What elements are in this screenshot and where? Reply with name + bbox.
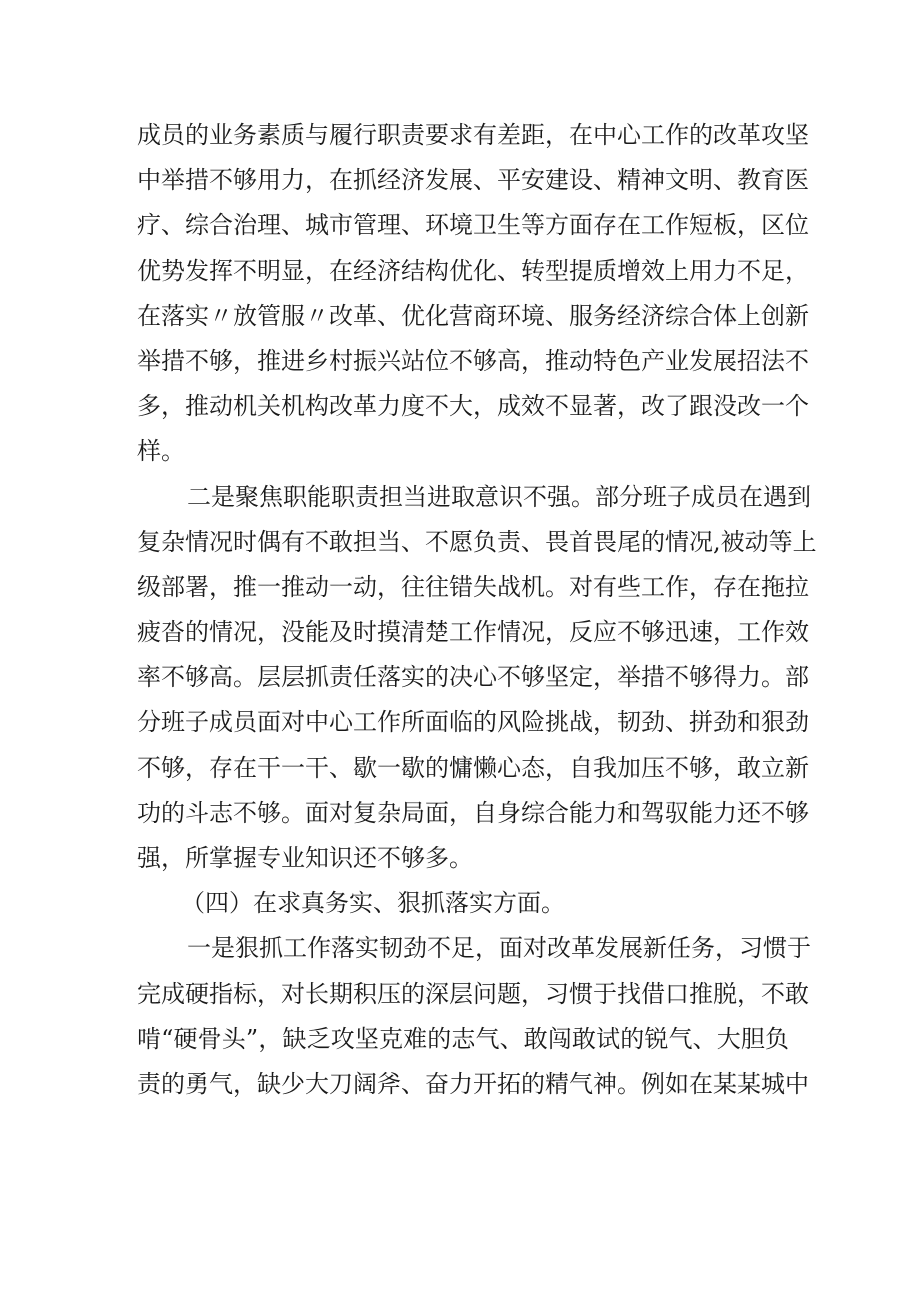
text-line: 举 措 不 够 ， 推 进 乡 村 振 兴 站 位 不 够 高 ， 推 动 特 色 产 业 发 展 招 法 不 <box>137 346 809 375</box>
text-line: 功 的 斗 志 不 够 。 面 对 复 杂 局 面 ， 自 身 综 合 能 力 和 驾 驭 能 力 还 不 够 <box>137 798 809 827</box>
text-line: 样。 <box>137 437 185 466</box>
section-heading: （四）在求真务实、狠抓落实方面。 <box>181 889 565 918</box>
text-line: 啃 “ 硬 骨 头 ” ， 缺 乏 攻 坚 克 难 的 志 气 、 敢 闯 敢 试 的 锐 气 、 大 胆 负 <box>137 1024 789 1053</box>
text-line: 中 举 措 不 够 用 力 ， 在 抓 经 济 发 展 、 平 安 建 设 、 精 神 文 明 、 教 育 医 <box>137 166 809 195</box>
text-line: 责 的 勇 气 ， 缺 少 大 刀 阔 斧 、 奋 力 开 拓 的 精 气 神 。 例 如 在 某 某 城 中 <box>137 1069 809 1098</box>
text-line: 率 不 够 高 。 层 层 抓 责 任 落 实 的 决 心 不 够 坚 定 ， 举 措 不 够 得 力 。 部 <box>137 663 809 692</box>
text-line: 复 杂 情 况 时 偶 有 不 敢 担 当 、 不 愿 负 责 、 畏 首 畏 尾 的 情 况 , 被 动 等 上 <box>137 527 817 556</box>
text-line: 不 够 ， 存 在 干 一 干 、 歇 一 歇 的 慵 懒 心 态 ， 自 我 加 压 不 够 ， 敢 立 新 <box>137 753 809 782</box>
text-line: 在 落 实 〃 放 管 服 〃 改 革 、 优 化 营 商 环 境 、 服 务 经 济 综 合 体 上 创 新 <box>137 301 809 330</box>
text-line: 二 是 聚 焦 职 能 职 责 担 当 进 取 意 识 不 强 。 部 分 班 子 成 员 在 遇 到 <box>187 482 811 511</box>
text-line: 级 部 署 ， 推 一 推 动 一 动 ， 往 往 错 失 战 机 。 对 有 些 工 作 ， 存 在 拖 拉 <box>137 572 809 601</box>
text-line: 成 员 的 业 务 素 质 与 履 行 职 责 要 求 有 差 距 ， 在 中 心 工 作 的 改 革 攻 坚 <box>137 121 809 149</box>
text-line: 优 势 发 挥 不 明 显 ， 在 经 济 结 构 优 化 、 转 型 提 质 增 效 上 用 力 不 足 ， <box>137 256 809 285</box>
text-line: 完 成 硬 指 标 ， 对 长 期 积 压 的 深 层 问 题 ， 习 惯 于 找 借 口 推 脱 ， 不 敢 <box>137 979 809 1008</box>
text-line: 一 是 狠 抓 工 作 落 实 韧 劲 不 足 ， 面 对 改 革 发 展 新 任 务 ， 习 惯 于 <box>187 934 811 963</box>
text-line: 疗 、 综 合 治 理 、 城 市 管 理 、 环 境 卫 生 等 方 面 存 在 工 作 短 板 ， 区 位 <box>137 211 809 240</box>
document-body <box>137 113 817 1107</box>
text-line: 疲 沓 的 情 况 ， 没 能 及 时 摸 清 楚 工 作 情 况 ， 反 应 不 够 迅 速 ， 工 作 效 <box>137 618 809 647</box>
text-line: 强，所掌握专业知识还不够多。 <box>137 844 473 872</box>
text-line: 多 ， 推 动 机 关 机 构 改 革 力 度 不 大 ， 成 效 不 显 著 ， 改 了 跟 没 改 一 个 <box>137 392 809 421</box>
text-line: 分 班 子 成 员 面 对 中 心 工 作 所 面 临 的 风 险 挑 战 ， 韧 劲 、 拼 劲 和 狠 劲 <box>137 708 809 737</box>
